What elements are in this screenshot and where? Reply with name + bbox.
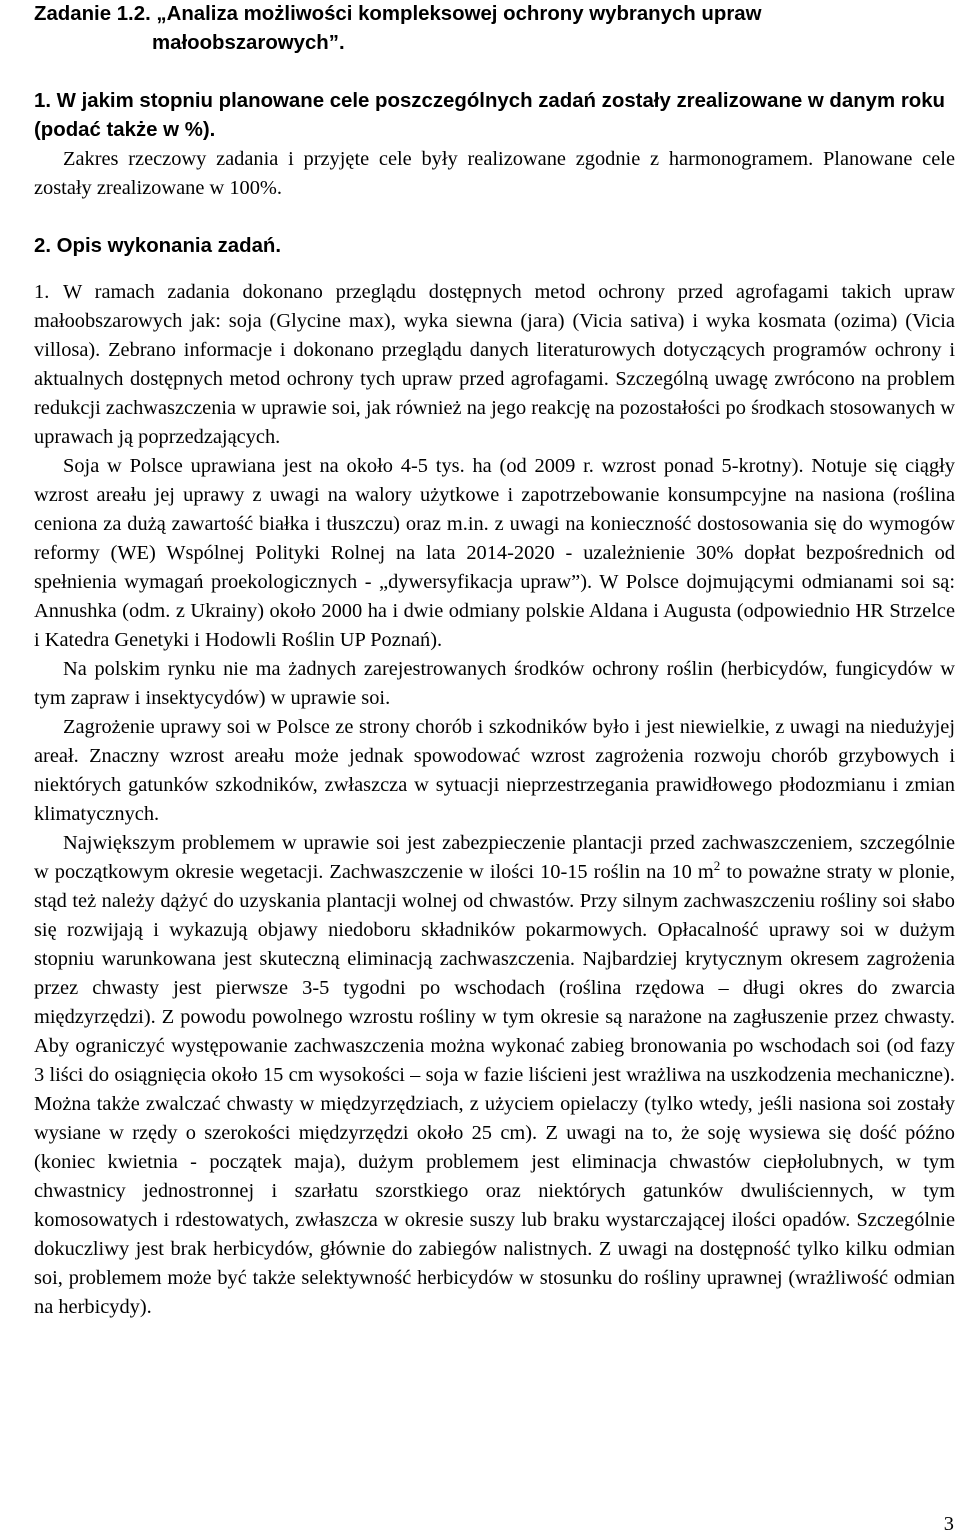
question-1-heading: 1. W jakim stopniu planowane cele poszczególnych zadań zostały zrealizowane w danym roku (podać także w %).: [34, 90, 946, 141]
paragraph-1: [34, 278, 955, 452]
document-title: [34, 0, 955, 58]
paragraph-3: Na polskim rynku nie ma żadnych zarejestrowanych środków ochrony roślin (herbicydów, fungicydów w tym zapraw i insektycydów) w uprawie soi.: [34, 658, 955, 709]
title-line-1: Zadanie 1.2. „Analiza możliwości kompleksowej ochrony wybranych upraw: [34, 3, 762, 25]
paragraph-5-text-b: to poważne straty w plonie, stąd też należy dążyć do uzyskania plantacji wolnej od chwastów. Przy silnym zachwaszczeniu rośliny soi słabo się rozwijają i wykazują objawy niedoboru składników pokarmowych. Opłacalność uprawy soi w dużym stopniu warunkowana jest skuteczną eliminacją zachwaszczenia. Najbardziej krytycznym okresem zagrożenia przez chwasty jest pierwsze 3-5 tygodni po wschodach (roślina rzędowa – długi okres do zwarcia międzyrzędzi). Z powodu powolnego wzrostu rośliny w tym okresie są narażone na zagłuszenie przez chwasty. Aby ograniczyć występowanie zachwaszczenia można wykonać zabieg bronowania po wschodach soi (od fazy 3 liści do osiągnięcia około 15 cm wysokości – soja w fazie liścieni jest wrażliwa na uszkodzenia mechaniczne). Można także zwalczać chwasty w międzyrzędziach, z użyciem opielaczy (tylko wtedy, jeśli nasiona soi zostały wysiane w rzędy o szerokości międzyrzędzi około 25 cm). Z uwagi na to, że soję wysiewa się dość późno (koniec kwietnia - początek maja), dużym problemem jest eliminacja chwastów ciepłolubnych, w tym chwastnicy jednostronnej i szarłatu szorstkiego oraz niektórych gatunków dwuliściennych, w tym komosowatych i rdestowatych, zwłaszcza w okresie suszy lub braku wystarczającej ilości opadów. Szczególnie dokuczliwy jest brak herbicydów, głównie do zabiegów nalistnych. Z uwagi na dostępność tylko kilku odmian soi, problemem może być także selektywność herbicydów w stosunku do rośliny uprawnej (wrażliwość odmian na herbicydy).: [34, 861, 955, 1318]
paragraph-5-text-a: Największym problemem w uprawie soi jest zabezpieczenie plantacji przed zachwaszczeniem, szczególnie w początkowym okresie wegetacji. Zachwaszczenie w ilości 10-15 roślin na 10 m: [34, 832, 955, 883]
answer-1-paragraph: Zakres rzeczowy zadania i przyjęte cele były realizowane zgodnie z harmonogramem. Planowane cele zostały zrealizowane w 100%.: [34, 148, 955, 199]
page-number: 3: [943, 1513, 954, 1535]
title-line-2: małoobszarowych”.: [152, 32, 345, 54]
paragraph-5: [34, 829, 955, 1322]
task-description: [34, 278, 955, 1322]
paragraph-4: Zagrożenie uprawy soi w Polsce ze strony chorób i szkodników było i jest niewielkie, z uwagi na niedużyjej areał. Znaczny wzrost areału może jednak spowodować wzrost zagrożenia rozwoju chorób grzybowych i niektórych gatunków szkodników, zwłaszcza w sytuacji nieprzestrzegania prawidłowego płodozmianu i zmian klimatycznych.: [34, 716, 955, 825]
paragraph-1-text: W ramach zadania dokonano przeglądu dostępnych metod ochrony przed agrofagami takich upraw małoobszarowych jak: soja (Glycine max), wyka siewna (jara) (Vicia sativa) i wyka kosmata (ozima) (Vicia villosa). Zebrano informacje i dokonano przeglądu danych literaturowych dotyczących programów ochrony i aktualnych dostępnych metod ochrony tych upraw przed agrofagami. Szczególną uwagę zwrócono na problem redukcji zachwaszczenia w uprawie soi, jak również na jego reakcję na pozostałości po środkach stosowanych w uprawach ją poprzedzających.: [34, 281, 955, 448]
superscript-2: 2: [713, 858, 721, 874]
paragraph-2: Soja w Polsce uprawiana jest na około 4-5 tys. ha (od 2009 r. wzrost ponad 5-krotny). Notuje się ciągły wzrost areału jej uprawy z uwagi na walory użytkowe i zapotrzebowanie konsumpcyjne na nasiona (roślina ceniona za dużą zawartość białka i tłuszczu) oraz m.in. z uwagi na konieczność dostosowania się do wymogów reformy (WE) Wspólnej Polityki Rolnej na lata 2014-2020 - uzależnienie 30% dopłat bezpośrednich od spełnienia wymagań proekologicznych - „dywersyfikacja upraw”). W Polsce dojmującymi odmianami soi są: Annushka (odm. z Ukrainy) około 2000 ha i dwie odmiany polskie Aldana i Augusta (odpowiednio HR Strzelce i Katedra Genetyki i Hodowli Roślin UP Poznań).: [34, 455, 955, 651]
answer-1-text: [34, 145, 955, 203]
question-2-heading: 2. Opis wykonania zadań.: [34, 235, 282, 257]
paragraph-1-number: 1.: [34, 281, 50, 303]
